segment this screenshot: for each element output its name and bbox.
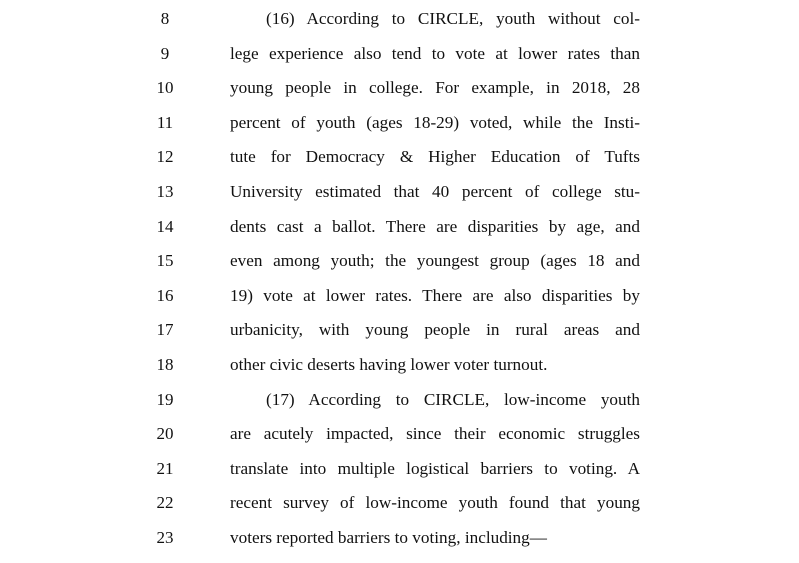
line-text: young people in college. For example, in 2018, 28 (230, 78, 640, 98)
line-text: lege experience also tend to vote at lower rates than (230, 43, 640, 63)
line-number: 10 (156, 78, 174, 98)
line-number: 12 (156, 147, 174, 167)
paragraph-16-end: other civic deserts having lower voter turnout. (230, 355, 548, 374)
text-line (0, 528, 799, 563)
text-line (0, 44, 799, 79)
line-number: 22 (156, 493, 174, 513)
line-text: University estimated that 40 percent of college stu- (230, 182, 640, 201)
line-number: 16 (156, 285, 174, 305)
text-line (0, 113, 799, 148)
line-text: 19) vote at lower rates. There are also disparities by (230, 285, 640, 305)
line-number: 21 (156, 458, 174, 478)
line-number: 17 (156, 320, 174, 340)
text-line (0, 355, 799, 390)
text-line (0, 182, 799, 217)
text-line (0, 459, 799, 494)
line-number: 23 (156, 528, 174, 547)
line-text: even among youth; the youngest group (ages 18 and (230, 251, 640, 271)
line-number: 19 (156, 389, 174, 409)
line-number: 14 (156, 216, 174, 236)
text-line (0, 320, 799, 355)
line-number: 8 (160, 9, 170, 28)
line-number: 15 (156, 251, 174, 271)
line-number: 13 (156, 182, 174, 201)
text-line (0, 9, 799, 44)
line-text: translate into multiple logistical barriers to voting. A (230, 458, 640, 478)
text-line (0, 390, 799, 425)
paragraph-16-start: (16) According to CIRCLE, youth without col- (266, 9, 640, 28)
line-number: 9 (160, 43, 170, 63)
text-line (0, 217, 799, 252)
line-text: recent survey of low-income youth found that young (230, 493, 640, 513)
text-line (0, 493, 799, 528)
line-text: percent of youth (ages 18-29) voted, while the Insti- (230, 112, 640, 132)
text-line (0, 147, 799, 182)
text-line (0, 78, 799, 113)
line-number: 18 (156, 355, 174, 374)
line-text: urbanicity, with young people in rural areas and (230, 320, 640, 340)
line-number: 11 (156, 112, 174, 132)
text-line (0, 286, 799, 321)
line-number: 20 (156, 424, 174, 444)
line-text: tute for Democracy & Higher Education of Tufts (230, 147, 640, 167)
paragraph-17-lead-in: voters reported barriers to voting, including— (230, 528, 547, 547)
text-line (0, 424, 799, 459)
line-text: are acutely impacted, since their economic struggles (230, 424, 640, 444)
paragraph-17-start: (17) According to CIRCLE, low-income youth (266, 389, 640, 409)
line-text: dents cast a ballot. There are disparities by age, and (230, 216, 640, 236)
text-line (0, 251, 799, 286)
